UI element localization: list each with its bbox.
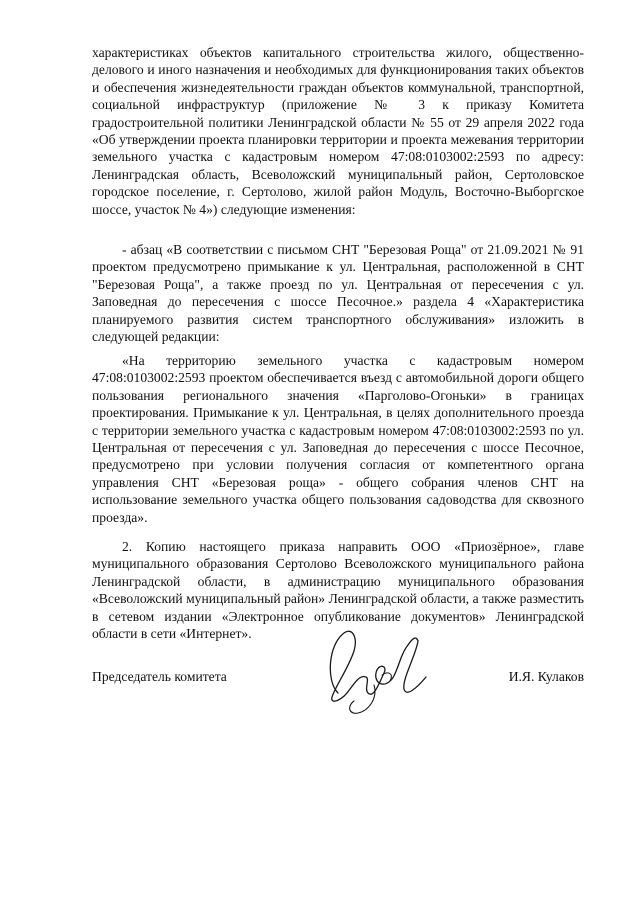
paragraph-copy-distribution: 2. Копию настоящего приказа направить ООО «Приозёрное», главе муниципального образования Сертолово Всеволожского муниципального района Ленинградской области, в администрацию муниципального образования «Всеволожский муниципальный район» Ленинградской области, а также разместить в сетевом издании «Электронное опубликование документов» Ленинградской области в сети «Интернет». [92, 539, 584, 642]
signatory-title: Председатель комитета [92, 669, 227, 684]
body-text-block-2 [92, 241, 584, 345]
body-text-block-3 [92, 352, 584, 526]
signatory-name: И.Я. Кулаков [508, 669, 584, 684]
paragraph-new-wording: «На территорию земельного участка с кадастровым номером 47:08:0103002:2593 проектом обеспечивается въезд с автомобильной дороги общего пользования регионального значения «Парголово-Огоньки» в границах проектирования. Примыкание к ул. Центральная, в целях дополнительного проезда с территории земельного участка с кадастровым номером 47:08:0103002:2593 по ул. Центральная от пересечения с ул. Заповедная до пересечения с шоссе Песочное, предусмотрено при условии получения согласия от компетентного органа управления СНТ «Березовая роща» - общего собрания членов СНТ на использование земельного участка общего пользования садоводства для сквозного проезда». [92, 353, 584, 525]
paragraph-amendments-intro: характеристиках объектов капитального строительства жилого, общественно-делового и иного назначения и необходимых для функционирования таких объектов и обеспечения жизнедеятельности граждан объектов коммунальной, транспортной, социальной инфраструктур (приложение № 3 к приказу Комитета градостроительной политики Ленинградской области № 55 от 29 апреля 2022 года «Об утверждении проекта планировки территории и проекта межевания территории земельного участка с кадастровым номером 47:08:0103002:2593 по адресу: Ленинградская область, Всеволожский муниципальный район, Сертоловское городское поселение, г. Сертолово, жилой район Модуль, Восточно-Выборгское шоссе, участок № 4») следующие изменения: [92, 45, 584, 217]
paragraph-abzac-original: - абзац «В соответствии с письмом СНТ "Березовая Роща" от 21.09.2021 № 91 проектом предусмотрено примыкание к ул. Центральная, расположенной в СНТ "Березовая Роща", а также проезд по ул. Центральная от пересечения с ул. Заповедная до пересечения с шоссе Песочное.» раздела 4 «Характеристика планируемого развития систем транспортного обслуживания» изложить в следующей редакции: [92, 242, 584, 345]
body-text-block-1 [92, 44, 584, 218]
signature-row [92, 668, 584, 688]
